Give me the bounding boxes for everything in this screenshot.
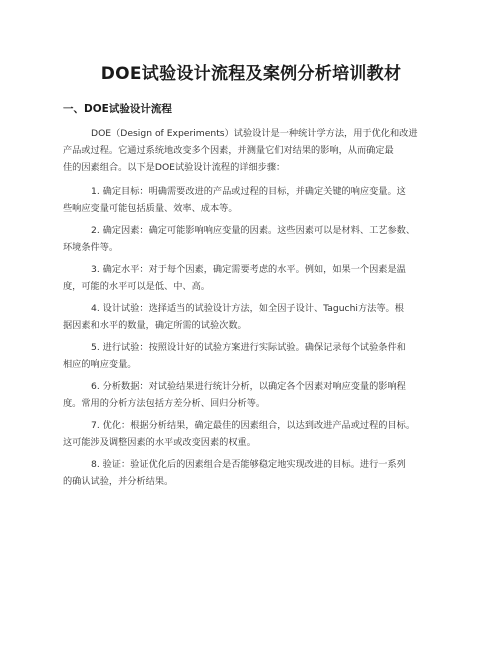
step-paragraph-2 — [63, 222, 455, 256]
step-paragraph-6 — [63, 378, 455, 412]
section-heading: 一、DOE试验设计流程 — [63, 103, 172, 115]
intro-line: 产品或过程。它通过系统地改变多个因素，并测量它们对结果的影响，从而确定最 — [63, 145, 394, 156]
step-paragraph-7 — [63, 417, 455, 451]
step-line: 环境条件等。 — [63, 242, 119, 253]
step-line: 3. 确定水平：对于每个因素，确定需要考虑的水平。例如，如果一个因素是温 — [91, 264, 406, 275]
step-line: 7. 优化：根据分析结果，确定最佳的因素组合，以达到改进产品或过程的目标。 — [91, 420, 416, 431]
intro-line: DOE（Design of Experiments）试验设计是一种统计学方法，用于优化和改进 — [91, 128, 418, 139]
step-paragraph-8 — [63, 456, 455, 490]
intro-paragraph — [63, 125, 455, 176]
step-paragraph-3 — [63, 261, 455, 295]
step-line: 8. 验证：验证优化后的因素组合是否能够稳定地实现改进的目标。进行一系列 — [91, 459, 406, 470]
step-paragraph-1 — [63, 183, 455, 217]
step-line: 这可能涉及调整因素的水平或改变因素的权重。 — [63, 437, 256, 448]
document-title: DOE试验设计流程及案例分析培训教材 — [100, 64, 402, 84]
step-line: 2. 确定因素：确定可能影响响应变量的因素。这些因素可以是材料、工艺参数、 — [91, 225, 416, 236]
intro-line: 佳的因素组合。以下是DOE试验设计流程的详细步骤： — [63, 162, 286, 173]
step-line: 4. 设计试验：选择适当的试验设计方法，如全因子设计、Taguchi方法等。根 — [91, 303, 404, 314]
step-paragraph-4 — [63, 300, 455, 334]
step-line: 5. 进行试验：按照设计好的试验方案进行实际试验。确保记录每个试验条件和 — [91, 342, 406, 353]
step-line: 据因素和水平的数量，确定所需的试验次数。 — [63, 320, 247, 331]
step-line: 的确认试验，并分析结果。 — [63, 476, 174, 487]
step-line: 1. 确定目标：明确需要改进的产品或过程的目标，并确定关键的响应变量。这 — [91, 186, 406, 197]
step-line: 度，可能的水平可以是低、中、高。 — [63, 281, 210, 292]
step-line: 度。常用的分析方法包括方差分析、回归分析等。 — [63, 398, 266, 409]
step-paragraph-5 — [63, 339, 455, 373]
step-line: 6. 分析数据：对试验结果进行统计分析，以确定各个因素对响应变量的影响程 — [91, 381, 406, 392]
step-line: 些响应变量可能包括质量、效率、成本等。 — [63, 203, 238, 214]
step-line: 相应的响应变量。 — [63, 359, 137, 370]
